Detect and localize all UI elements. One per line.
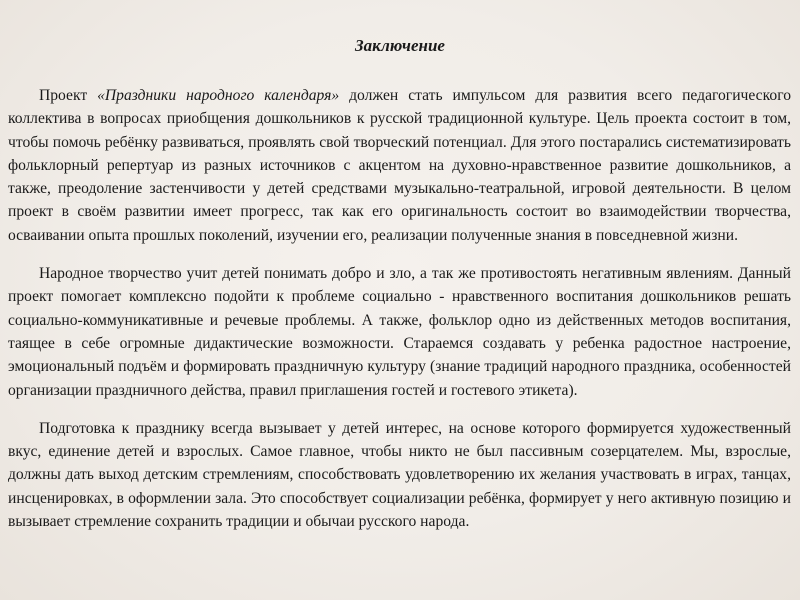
paragraph-intro	[8, 84, 791, 247]
paragraph-intro-rest: должен стать импульсом для развития всего педагогического коллектива в вопросах приобщения дошкольников к русской традиционной культуре. Цель проекта состоит в том, чтобы помочь ребёнку развиваться, проявлять свой творческий потенциал. Для этого постарались систематизировать фольклорный репертуар из разных источников с акцентом на духовно-нравственное развитие дошкольников, а также, преодоление застенчивости у детей средствами музыкально-театральной, игровой деятельности. В целом проект в своём развитии имеет прогресс, так как его оригинальность состоит во взаимодействии творчества, осваивании опыта прошлых поколений, изучении его, реализации полученные знания в повседневной жизни.	[8, 87, 791, 244]
project-name: «Праздники народного календаря»	[97, 87, 340, 104]
paragraph-intro-lead: Проект	[39, 87, 98, 104]
paragraph-folk-art: Народное творчество учит детей понимать добро и зло, а так же противостоять негативным явлениям. Данный проект помогает комплексно подойти к проблеме социально - нравственного воспитания дошкольников решать социально-коммуникативные и речевые проблемы. А также, фольклор одно из действенных методов воспитания, таящее в себе огромные дидактические возможности. Стараемся создавать у ребенка радостное настроение, эмоциональный подъём и формировать праздничную культуру (знание традиций народного праздника, особенностей организации праздничного действа, правил приглашения гостей и гостевого этикета).	[8, 265, 791, 399]
slide-title: Заключение	[355, 36, 445, 55]
paragraph-preparation: Подготовка к празднику всегда вызывает у детей интерес, на основе которого формируется художественный вкус, единение детей и взрослых. Самое главное, чтобы никто не был пассивным созерцателем. Мы, взрослые, должны дать выход детским стремлениям, способствовать удовлетворению их желания участвовать в играх, танцах, инсценировках, в оформлении зала. Это способствует социализации ребёнка, формирует у него активную позицию и вызывает стремление сохранить традиции и обычаи русского народа.	[8, 419, 791, 531]
slide-body	[8, 84, 791, 548]
